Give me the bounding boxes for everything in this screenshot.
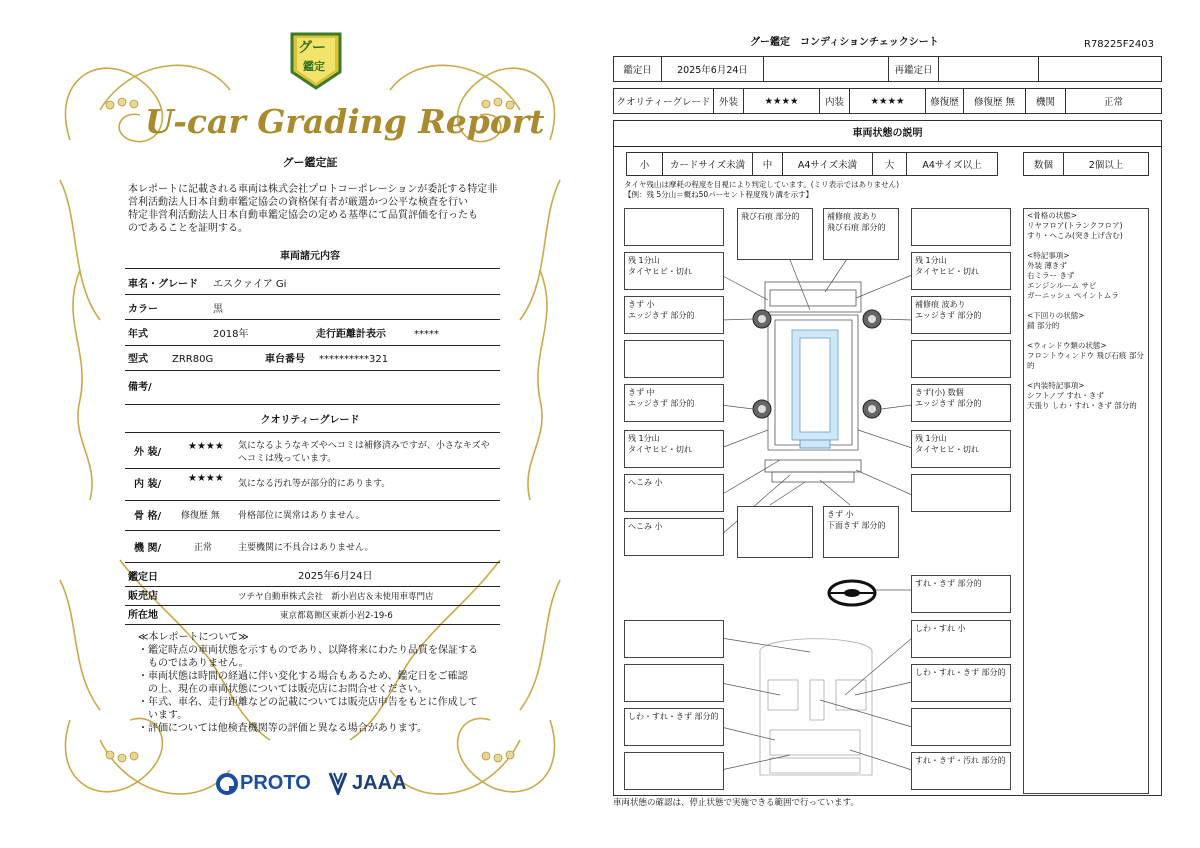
note-line: フロントウィンドウ 飛び石痕 部分的 bbox=[1027, 351, 1144, 370]
box-line: 残 1分山 bbox=[628, 256, 660, 265]
address-label: 所在地 bbox=[128, 610, 158, 621]
intro-line: 営利活動法人日本自動車鑑定協会の資格保有者が厳選かつ公平な検査を行い bbox=[128, 197, 468, 208]
legend-medium: 中 bbox=[753, 153, 783, 175]
note-line: ガーニッシュ ペイントムラ bbox=[1027, 291, 1119, 300]
jaaa-mark-icon bbox=[328, 771, 348, 795]
int-label: 内装 bbox=[820, 89, 850, 113]
box-line: へこみ 小 bbox=[628, 478, 663, 487]
proto-logo-text: PROTO bbox=[240, 772, 311, 794]
box-line: 補修痕 波あり bbox=[915, 300, 966, 309]
chassis-value: **********321 bbox=[319, 354, 389, 365]
proto-mark-icon bbox=[216, 773, 238, 795]
exterior-stars: ★★★★ bbox=[188, 441, 224, 452]
date-value: 2025年6月24日 bbox=[662, 57, 764, 81]
goo-badge-logo bbox=[288, 30, 344, 92]
about-line: ・車両状態は時間の経過に伴い変化する場合もあるため、鑑定日をご確認 bbox=[138, 671, 468, 682]
cert-title: グー鑑定証 bbox=[282, 156, 338, 169]
model-label: 型式 bbox=[128, 354, 148, 365]
about-line: ・評価については他検査機関等の評価と異なる場合があります。 bbox=[138, 723, 427, 734]
int-box-left-2 bbox=[624, 664, 724, 702]
box-line: きず 中 bbox=[628, 388, 655, 397]
int-box-right-1 bbox=[911, 620, 1011, 658]
exterior-text2: ヘコミは残っています。 bbox=[238, 454, 337, 464]
box-line: タイヤヒビ・切れ bbox=[628, 267, 692, 276]
legend-small: 小 bbox=[627, 153, 663, 175]
note-line: エンジンルーム サビ bbox=[1027, 281, 1097, 290]
frame-label: 骨 格/ bbox=[134, 511, 162, 522]
name-value: エスクァイア Gi bbox=[213, 279, 287, 290]
interior-text: 気になる汚れ等が部分的にあります。 bbox=[238, 479, 391, 489]
jaaa-logo bbox=[328, 771, 406, 795]
chassis-label: 車台番号 bbox=[265, 354, 305, 365]
box-line: 飛び石痕 部分的 bbox=[827, 223, 886, 232]
box-line: しわ・すれ 小 bbox=[915, 624, 966, 633]
spec-title: 車両諸元内容 bbox=[280, 251, 340, 262]
note-line: シフトノブ すれ・きず bbox=[1027, 391, 1104, 400]
legend-large-desc: A4サイズ以上 bbox=[922, 160, 982, 171]
proto-logo bbox=[216, 772, 311, 795]
interior-label: 内 装/ bbox=[134, 479, 162, 490]
repair-value: 修復歴 無 bbox=[964, 89, 1026, 113]
frame-value: 修復歴 無 bbox=[181, 511, 220, 521]
note-line: <下回りの状態> bbox=[1027, 311, 1085, 320]
quality-title: クオリティーグレード bbox=[260, 415, 360, 426]
engine-label: 機関 bbox=[1026, 89, 1066, 113]
note-line: 外装 薄きず bbox=[1027, 261, 1067, 270]
about-line: の上、現在の車両状態については販売店にお問合せください。 bbox=[138, 684, 428, 695]
legend-medium-desc: A4サイズ未満 bbox=[783, 153, 873, 175]
model-value: ZRR80G bbox=[172, 354, 214, 365]
mileage-value: ***** bbox=[414, 329, 439, 340]
legend-count-desc: 2個以上 bbox=[1088, 160, 1124, 171]
year-label: 年式 bbox=[128, 329, 148, 340]
intro-line: 特定非営利活動法人日本自動車鑑定協会の定める基準にて品質評価を行ったも bbox=[128, 210, 478, 221]
note-line: 右ミラー きず bbox=[1027, 271, 1075, 280]
ext-label: 外装 bbox=[714, 89, 744, 113]
int-box-right-3 bbox=[911, 708, 1011, 746]
box-line: へこみ 小 bbox=[628, 522, 663, 531]
grading-certificate bbox=[40, 20, 580, 830]
about-section bbox=[138, 631, 478, 735]
intro-line: 本レポートに記載される車両は株式会社プロトコーポレーションが委託する特定非 bbox=[128, 184, 498, 195]
script-title: U-car Grading Report bbox=[145, 102, 545, 141]
intro-text bbox=[128, 183, 497, 235]
condition-check-sheet bbox=[610, 30, 1165, 820]
note-line: <骨格の状態> bbox=[1027, 211, 1078, 220]
ext-top-mid-text: 飛び石痕 部分的 bbox=[741, 212, 800, 221]
box-line: エッジきず 部分的 bbox=[915, 311, 982, 320]
box-line: きず 小 bbox=[628, 300, 655, 309]
frame-text: 骨格部位に異常はありません。 bbox=[238, 511, 365, 521]
box-line: 残 1分山 bbox=[915, 434, 947, 443]
address-value: 東京都葛飾区東新小岩2-19-6 bbox=[280, 611, 393, 621]
note-line: 錆 部分的 bbox=[1027, 321, 1060, 330]
box-line: タイヤヒビ・切れ bbox=[915, 445, 979, 454]
tire-note-example: 【例：残 5分山＝概ね50パーセント程度残り溝を示す】 bbox=[624, 190, 814, 199]
legend-large: 大 bbox=[873, 153, 907, 175]
sheet-title: グー鑑定 コンディションチェックシート bbox=[750, 37, 939, 48]
box-line: 補修痕 波あり bbox=[827, 212, 878, 221]
legend-count: 数個 bbox=[1024, 153, 1064, 175]
intro-line: のであることを証明する。 bbox=[128, 223, 248, 234]
year-value: 2018年 bbox=[213, 329, 249, 340]
engine-text: 主要機関に不具合はありません。 bbox=[238, 543, 374, 553]
box-line: 残 1分山 bbox=[628, 434, 660, 443]
about-line: ・年式、車名、走行距離などの記載については販売店申告をもとに作成して bbox=[138, 697, 478, 708]
box-line: エッジきず 部分的 bbox=[628, 311, 695, 320]
box-line: 残 1分山 bbox=[915, 256, 947, 265]
description-title: 車両状態の説明 bbox=[852, 128, 923, 139]
box-line: エッジきず 部分的 bbox=[628, 399, 695, 408]
remarks-label: 備考/ bbox=[128, 382, 152, 393]
box-line: きず 小 bbox=[827, 510, 854, 519]
int-stars: ★★★★ bbox=[850, 89, 926, 113]
date-label: 鑑定日 bbox=[614, 57, 662, 81]
int-box-left-1 bbox=[624, 620, 724, 658]
sheet-code: R78225F2403 bbox=[1084, 39, 1154, 50]
engine-value: 正常 bbox=[194, 543, 213, 553]
engine-value: 正常 bbox=[1103, 97, 1123, 108]
note-line: すり・へこみ(突き上げ含む) bbox=[1027, 231, 1123, 240]
int-box-left-4 bbox=[624, 752, 724, 790]
box-line: エッジきず 部分的 bbox=[915, 399, 982, 408]
shop-value: ツチヤ自動車株式会社 新小岩店＆未使用車専門店 bbox=[238, 592, 434, 602]
box-line: しわ・すれ・きず 部分的 bbox=[628, 712, 719, 721]
exterior-text: 気になるようなキズやヘコミは補修済みですが、小さなキズや bbox=[238, 441, 490, 451]
repair-label: 修復歴 bbox=[926, 89, 964, 113]
box-line: すれ・きず・汚れ 部分的 bbox=[915, 756, 1006, 765]
box-line: きず(小) 数個 bbox=[915, 388, 964, 397]
box-line: しわ・すれ・きず 部分的 bbox=[915, 668, 1006, 677]
shop-label: 販売店 bbox=[128, 591, 158, 602]
redate-label: 再鑑定日 bbox=[889, 57, 939, 81]
box-line: タイヤヒビ・切れ bbox=[628, 445, 692, 454]
color-label: カラー bbox=[128, 304, 158, 315]
int-box-right-2 bbox=[911, 664, 1011, 702]
legend-small-desc: カードサイズ未満 bbox=[663, 153, 753, 175]
badge-brand: グー bbox=[298, 40, 326, 56]
mileage-label: 走行距離計表示 bbox=[316, 329, 386, 340]
date-value: 2025年6月24日 bbox=[298, 571, 373, 582]
color-value: 黒 bbox=[213, 304, 223, 315]
note-line: <内装特記事項> bbox=[1027, 381, 1085, 390]
grade-label: クオリティーグレード bbox=[614, 89, 714, 113]
badge-label: 鑑定 bbox=[303, 60, 325, 73]
date-label: 鑑定日 bbox=[128, 572, 158, 583]
note-line: <特記事項> bbox=[1027, 251, 1070, 260]
int-box-left-3 bbox=[624, 708, 724, 746]
box-line: タイヤヒビ・切れ bbox=[915, 267, 979, 276]
about-title: ≪本レポートについて≫ bbox=[138, 632, 249, 643]
name-label: 車名・グレード bbox=[128, 279, 198, 290]
engine-label: 機 関/ bbox=[134, 543, 162, 554]
about-line: ・鑑定時点の車両状態を示すものであり、以降将来にわたり品質を保証する bbox=[138, 645, 478, 656]
about-line: います。 bbox=[138, 710, 188, 721]
box-line: 下面きず 部分的 bbox=[827, 521, 886, 530]
note-line: リヤフロア(トランクフロア) bbox=[1027, 221, 1123, 230]
interior-stars: ★★★★ bbox=[188, 473, 224, 484]
note-line: <ウィンドウ類の状態> bbox=[1027, 341, 1107, 350]
about-line: ものではありません。 bbox=[138, 658, 249, 669]
tire-note: タイヤ残山は摩耗の程度を目視により判定しています。(ミリ表示ではありません) bbox=[624, 180, 900, 189]
sheet-footer: 車両状態の確認は、停止状態で実施できる範囲で行っています。 bbox=[613, 798, 859, 808]
jaaa-logo-text: JAAA bbox=[352, 771, 407, 794]
int-box-right-4 bbox=[911, 752, 1011, 790]
ext-stars: ★★★★ bbox=[744, 89, 820, 113]
exterior-label: 外 装/ bbox=[134, 447, 162, 458]
box-line: すれ・きず 部分的 bbox=[915, 579, 982, 588]
note-line: 天張り しわ・すれ・きず 部分的 bbox=[1027, 401, 1137, 410]
